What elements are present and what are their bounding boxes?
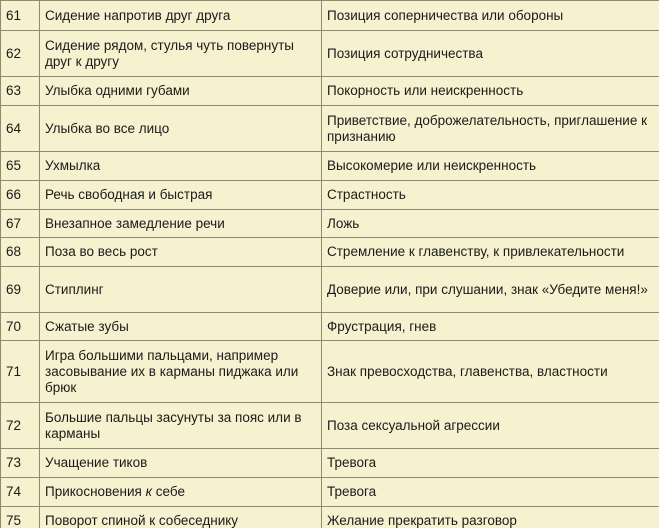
meaning-cell: Высокомерие или неискренность (322, 152, 659, 181)
table-row (1, 313, 659, 341)
meaning-cell: Позиция сотрудничества (322, 31, 659, 77)
table-row (1, 1, 659, 31)
gesture-cell: Улыбка одними губами (40, 77, 322, 106)
table-row (1, 77, 659, 106)
gesture-cell: Внезапное замедление речи (40, 210, 322, 238)
gesture-cell: Речь свободная и быстрая (40, 181, 322, 210)
gesture-text-start: Прикосновения (45, 484, 146, 499)
table-row (1, 210, 659, 238)
row-number: 70 (1, 313, 40, 341)
row-number: 69 (1, 267, 40, 313)
table-row (1, 507, 659, 528)
meaning-cell: Стремление к главенству, к привлекательности (322, 238, 659, 267)
gesture-cell: Большие пальцы засунуты за пояс или в карманы (40, 403, 322, 449)
row-number: 75 (1, 507, 40, 528)
table-row (1, 238, 659, 267)
row-number: 68 (1, 238, 40, 267)
table-row (1, 181, 659, 210)
gesture-cell: Ухмылка (40, 152, 322, 181)
meaning-cell: Фрустрация, гнев (322, 313, 659, 341)
gesture-cell: Сидение напротив друг друга (40, 1, 322, 31)
gesture-cell: Сжатые зубы (40, 313, 322, 341)
meaning-cell: Приветствие, доброжелательность, приглашение к признанию (322, 106, 659, 152)
table-row (1, 106, 659, 152)
row-number: 65 (1, 152, 40, 181)
row-number: 64 (1, 106, 40, 152)
meaning-cell: Покорность или неискренность (322, 77, 659, 106)
gesture-cell: Учащение тиков (40, 449, 322, 478)
row-number: 74 (1, 478, 40, 507)
gesture-text-end: себе (152, 484, 185, 499)
table-row (1, 31, 659, 77)
table-row (1, 152, 659, 181)
table-row (1, 449, 659, 478)
table-row (1, 267, 659, 313)
row-number: 61 (1, 1, 40, 31)
meaning-cell: Страстность (322, 181, 659, 210)
row-number: 72 (1, 403, 40, 449)
gesture-cell: Стиплинг (40, 267, 322, 313)
row-number: 62 (1, 31, 40, 77)
row-number: 66 (1, 181, 40, 210)
gesture-cell: Игра большими пальцами, например засовывание их в карманы пиджака или брюк (40, 341, 322, 403)
meaning-cell: Тревога (322, 478, 659, 507)
gesture-cell: Поза во весь рост (40, 238, 322, 267)
meaning-cell: Тревога (322, 449, 659, 478)
table-row (1, 403, 659, 449)
gesture-cell: Сидение рядом, стулья чуть повернуты друг к другу (40, 31, 322, 77)
gesture-cell (40, 478, 322, 507)
row-number: 63 (1, 77, 40, 106)
row-number: 73 (1, 449, 40, 478)
row-number: 71 (1, 341, 40, 403)
meaning-cell: Ложь (322, 210, 659, 238)
meaning-cell: Поза сексуальной агрессии (322, 403, 659, 449)
meaning-cell: Доверие или, при слушании, знак «Убедите меня!» (322, 267, 659, 313)
meaning-cell: Позиция соперничества или обороны (322, 1, 659, 31)
table-row (1, 478, 659, 507)
gesture-text-emphasis: к (145, 484, 152, 499)
row-number: 67 (1, 210, 40, 238)
table-row (1, 341, 659, 403)
gesture-cell: Улыбка во все лицо (40, 106, 322, 152)
meaning-cell: Знак превосходства, главенства, властности (322, 341, 659, 403)
gesture-cell: Поворот спиной к собеседнику (40, 507, 322, 528)
meaning-cell: Желание прекратить разговор (322, 507, 659, 528)
